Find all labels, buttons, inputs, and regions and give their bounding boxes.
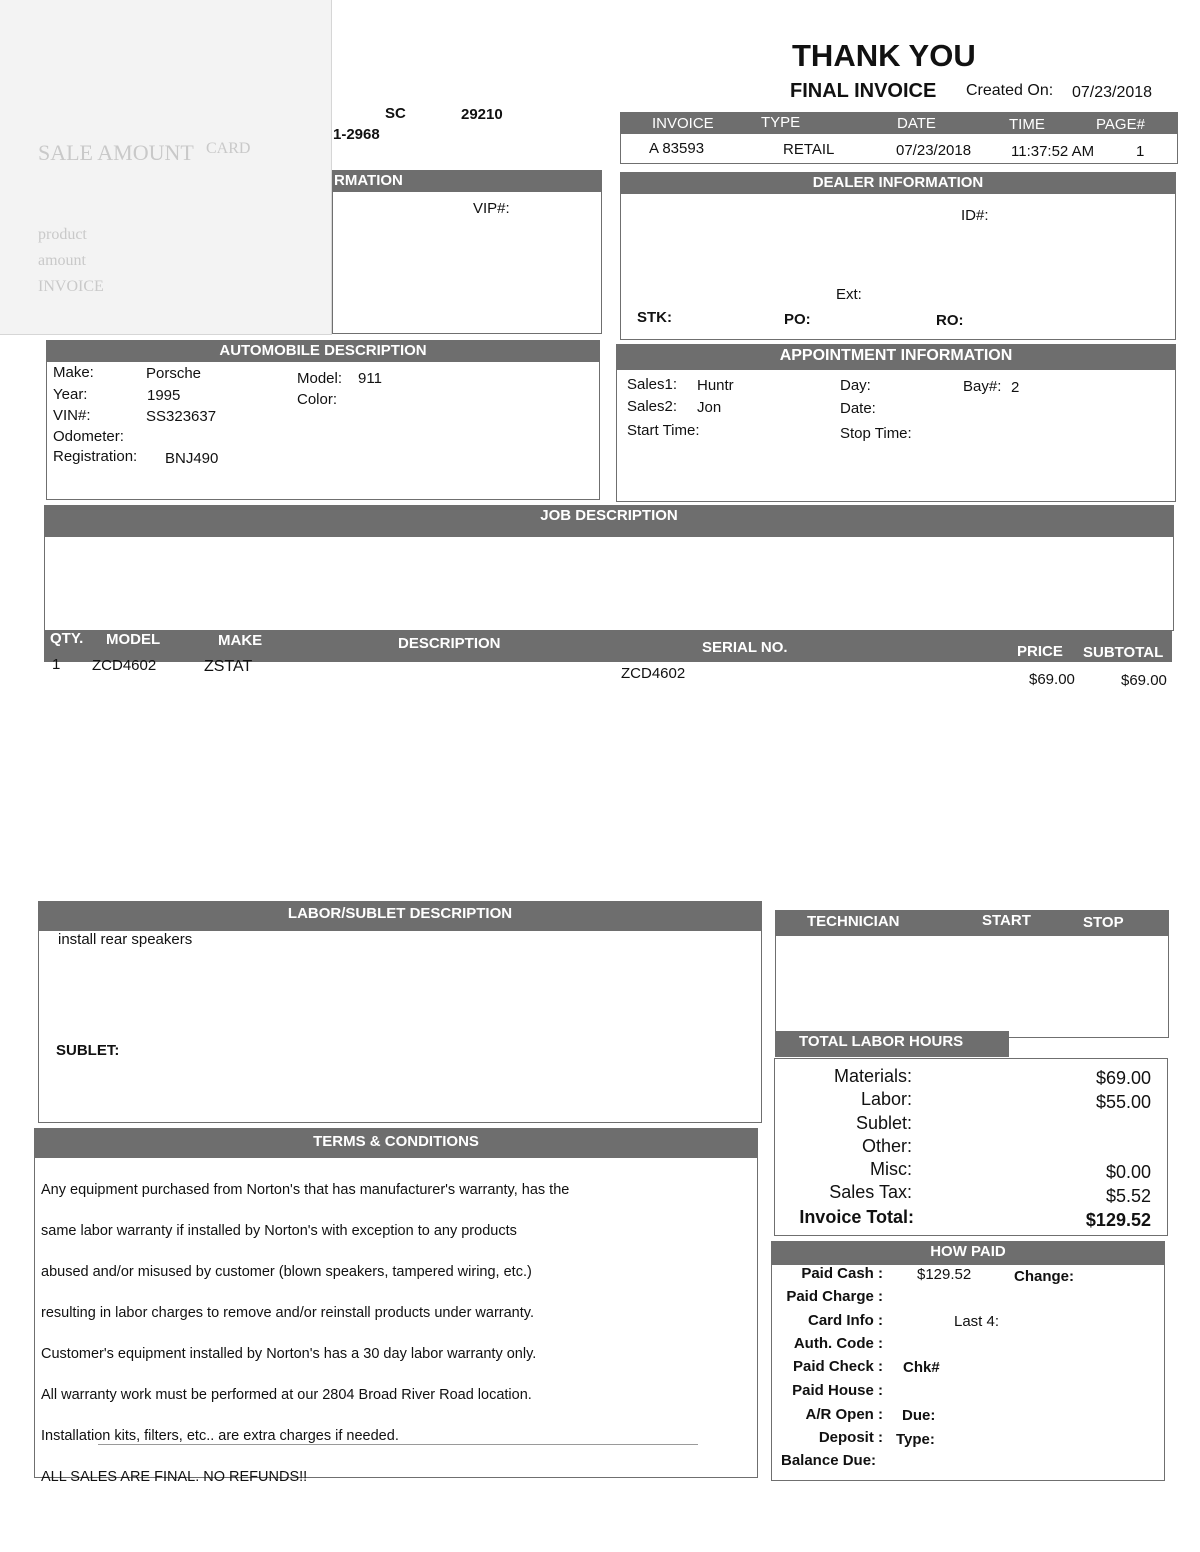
sales1-value: Huntr [697, 377, 734, 394]
labor-value: $55.00 [1095, 1092, 1151, 1112]
terms-line-7: Installation kits, filters, etc.. are extra charges if needed. [41, 1427, 399, 1444]
thank-you-title: THANK YOU [792, 38, 976, 73]
paid-house-label: Paid House : [792, 1382, 883, 1399]
year-label: Year: [53, 386, 88, 403]
vin-label: VIN#: [53, 407, 91, 424]
terms-line-6: All warranty work must be performed at our 2804 Broad River Road location. [41, 1386, 532, 1403]
invoice-time: 11:37:52 AM [1011, 143, 1095, 160]
terms-line-8: ALL SALES ARE FINAL. NO REFUNDS!! [41, 1468, 308, 1485]
dealer-ro-label: RO: [936, 312, 964, 329]
receipt-invoice: INVOICE [38, 278, 104, 295]
change-label: Change: [1014, 1268, 1074, 1285]
automobile-title: AUTOMOBILE DESCRIPTION [46, 340, 600, 362]
stop-time-label: Stop Time: [840, 425, 912, 442]
labor-label: Labor: [860, 1089, 912, 1109]
registration-label: Registration: [53, 448, 138, 465]
invoice-page: 1 [1136, 143, 1145, 160]
total-labor-hours-bar: TOTAL LABOR HOURS [775, 1031, 1009, 1057]
created-on-label: Created On: [966, 82, 1054, 99]
automobile-box [46, 340, 600, 500]
invoice-header-invoice: INVOICE [652, 115, 714, 132]
vip-label: VIP#: [473, 200, 510, 217]
invoice-date: 07/23/2018 [896, 142, 972, 159]
final-invoice-title: FINAL INVOICE [790, 80, 937, 102]
item-price: $69.00 [1029, 671, 1075, 688]
make-value: Porsche [146, 365, 202, 382]
paid-check-label: Paid Check : [792, 1358, 883, 1375]
dealer-ext-label: Ext: [836, 286, 862, 303]
misc-label: Misc: [870, 1159, 912, 1179]
make-label: Make: [53, 364, 94, 381]
appointment-title: APPOINTMENT INFORMATION [616, 344, 1176, 370]
terms-title: TERMS & CONDITIONS [34, 1128, 758, 1158]
sales-tax-label: Sales Tax: [829, 1182, 912, 1202]
dealer-id-label: ID#: [961, 207, 989, 224]
overlay-receipt [0, 0, 332, 335]
invoice-total-value: $129.52 [1085, 1210, 1151, 1230]
receipt-sale-amount: SALE AMOUNT [38, 140, 194, 165]
date-label: Date: [840, 400, 876, 417]
odometer-label: Odometer: [53, 428, 124, 445]
card-info-label: Card Info : [808, 1312, 883, 1329]
invoice-header-time: TIME [1009, 116, 1045, 133]
year-value: 1995 [147, 387, 181, 404]
receipt-product: product [38, 226, 87, 243]
technician-stop-header: STOP [1083, 914, 1124, 931]
terms-text [41, 1159, 569, 1508]
bay-label: Bay#: [963, 378, 1002, 395]
day-label: Day: [840, 377, 871, 394]
registration-value: BNJ490 [165, 450, 219, 467]
invoice-header-page: PAGE# [1096, 116, 1145, 133]
auth-code-label: Auth. Code : [793, 1335, 883, 1352]
dealer-po-label: PO: [784, 311, 811, 328]
item-subtotal: $69.00 [1121, 672, 1167, 689]
dealer-info-title: DEALER INFORMATION [620, 172, 1176, 194]
items-header-subtotal: SUBTOTAL [1083, 644, 1164, 661]
item-make: ZSTAT [204, 658, 253, 675]
start-time-label: Start Time: [627, 422, 700, 439]
paid-charge-label: Paid Charge : [786, 1288, 883, 1305]
customer-state: SC [385, 105, 406, 122]
technician-start-header: START [982, 912, 1031, 929]
invoice-total-label: Invoice Total: [799, 1207, 914, 1227]
invoice-header-date: DATE [897, 115, 936, 132]
invoice-number: A 83593 [649, 140, 705, 157]
sales2-value: Jon [697, 399, 722, 416]
model-label: Model: [297, 370, 343, 387]
how-paid-title: HOW PAID [771, 1241, 1165, 1265]
customer-zip: 29210 [461, 106, 503, 123]
customer-phone: 1-2968 [333, 126, 380, 143]
paid-cash-label: Paid Cash : [801, 1265, 883, 1282]
sales1-label: Sales1: [627, 376, 678, 393]
dealer-stk-label: STK: [637, 309, 672, 326]
misc-value: $0.00 [1105, 1162, 1151, 1182]
invoice-header-type: TYPE [761, 114, 801, 131]
invoice-type: RETAIL [783, 141, 835, 158]
sales2-label: Sales2: [627, 398, 678, 415]
labor-description: install rear speakers [58, 931, 193, 948]
sales-tax-value: $5.52 [1105, 1186, 1151, 1206]
items-header-price: PRICE [1017, 643, 1063, 660]
signature-line [98, 1444, 698, 1445]
items-header-serial: SERIAL NO. [702, 639, 788, 656]
bay-value: 2 [1011, 379, 1020, 396]
item-serial: ZCD4602 [621, 665, 686, 682]
sublet-total-label: Sublet: [855, 1113, 912, 1133]
terms-line-1: Any equipment purchased from Norton's that has manufacturer's warranty, has the [41, 1181, 570, 1198]
technician-header: TECHNICIAN [807, 913, 900, 930]
created-on-date: 07/23/2018 [1072, 84, 1153, 101]
chk-label: Chk# [903, 1359, 940, 1376]
receipt-card: CARD [206, 140, 251, 157]
customer-info-bar: RMATION [332, 170, 602, 192]
terms-line-3: abused and/or misused by customer (blown speakers, tampered wiring, etc.) [41, 1263, 532, 1280]
model-value: 911 [358, 370, 382, 387]
last4-label: Last 4: [954, 1313, 1000, 1330]
balance-due-label: Balance Due: [781, 1452, 877, 1469]
other-label: Other: [861, 1136, 912, 1156]
items-header-qty: QTY. [50, 630, 84, 647]
color-label: Color: [297, 391, 338, 408]
terms-line-2: same labor warranty if installed by Norton's with exception to any products [41, 1222, 517, 1239]
deposit-label: Deposit : [818, 1429, 883, 1446]
due-label: Due: [902, 1407, 936, 1424]
vin-value: SS323637 [146, 408, 217, 425]
paid-cash-value: $129.52 [917, 1266, 972, 1283]
type-label: Type: [896, 1431, 935, 1448]
terms-line-4: resulting in labor charges to remove and/or reinstall products under warranty. [41, 1304, 534, 1321]
materials-value: $69.00 [1095, 1068, 1151, 1088]
materials-label: Materials: [833, 1066, 912, 1086]
items-header-model: MODEL [106, 631, 161, 648]
ar-open-label: A/R Open : [805, 1406, 883, 1423]
items-header-make: MAKE [218, 632, 263, 649]
items-header-description: DESCRIPTION [398, 635, 501, 652]
item-model: ZCD4602 [92, 657, 157, 674]
sublet-label: SUBLET: [56, 1042, 120, 1059]
item-qty: 1 [52, 656, 61, 673]
terms-line-5: Customer's equipment installed by Norton's has a 30 day labor warranty only. [41, 1345, 537, 1362]
receipt-amount: amount [38, 252, 86, 269]
dealer-info-box [620, 172, 1176, 340]
labor-title: LABOR/SUBLET DESCRIPTION [38, 901, 762, 931]
job-description-title: JOB DESCRIPTION [44, 505, 1174, 537]
customer-info-box [332, 170, 602, 334]
